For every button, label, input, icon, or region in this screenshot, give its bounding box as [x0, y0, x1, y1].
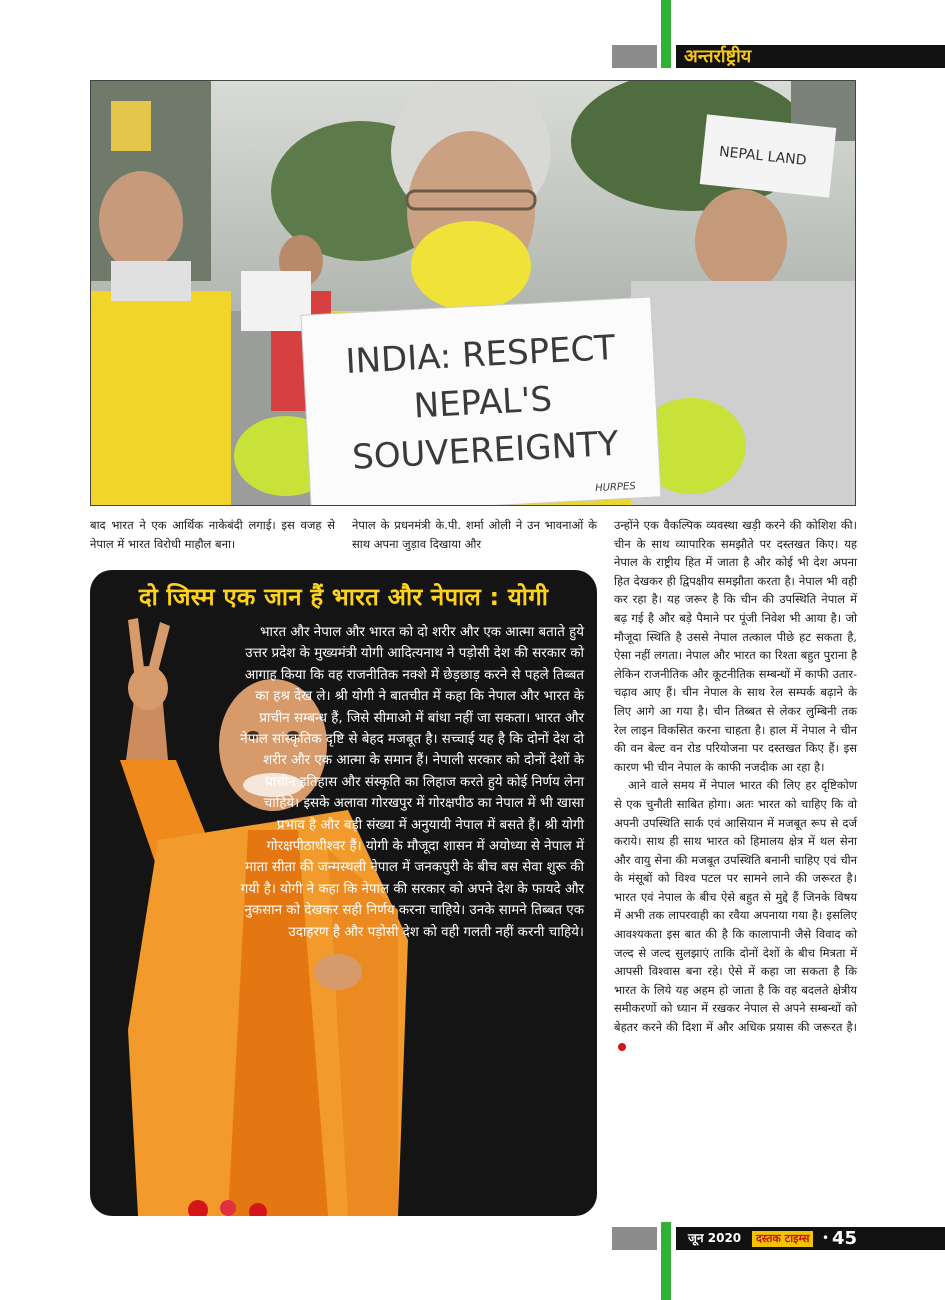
box-headline: दो जिस्म एक जान हैं भारत और नेपाल : योगी: [138, 583, 549, 611]
footer-gray-block: [612, 1227, 657, 1250]
right-paragraph-2-text: आने वाले समय में नेपाल भारत की लिए हर दृष्टिकोण से एक चुनौती साबित होगा। अतः भारत को चाहिए कि वो अपनी उपस्थिति सार्क एवं आसियान में मजबूत रूप से दर्ज कराये। साथ ही साथ भारत को हिमालय क्षेत्र में थल सेना और वायु सेना की मजबूत उपस्थिति बनानी चाहिए एवं चीन के मंसूबों को विश्व पटल पर सामने लाने की जरूरत है। भारत एवं नेपाल के बीच ऐसे बहुत से मुद्दे हैं जिनके विषय में अभी तक लापरवाही का रवैया अपनाया गया है। इसलिए आवश्यकता इस बात की है कि कालापानी जैसे विवाद को जल्द से जल्द सुलझाएं ताकि दोनों देशों के बीच मित्रता में आपसी विश्वास बना रहे। ऐसे में कहा जा सकता है कि भारत के लिये यह अहम हो जाता है कि वह बदलते क्षेत्रीय समीकरणों को ध्यान में रखकर नेपाल से अपने सम्बन्धों को बेहतर करने की दिशा में और अधिक प्रयास की जरूरत है।: [614, 778, 857, 1035]
issue-date: जून 2020: [688, 1231, 742, 1245]
section-title: अन्तर्राष्ट्रीय: [684, 46, 752, 67]
protest-photo-illustration: [91, 81, 856, 506]
article-column-middle: नेपाल के प्रधनमंत्री के.पी. शर्मा ओली ने उन भावनाओं के साथ अपना जुड़ाव दिखाया और: [352, 518, 597, 551]
accent-bar-bottom: [661, 1222, 671, 1300]
header-gray-block: [612, 45, 657, 68]
magazine-logo: दस्तक टाइम्स: [752, 1231, 813, 1247]
sign-line-1: INDIA: RESPECT: [344, 327, 617, 382]
sign-line-3: SOUVEREIGNTY: [351, 423, 620, 478]
right-paragraph-2: [614, 776, 857, 1055]
sign-line-2: NEPAL'S: [412, 379, 553, 427]
yogi-quote-box: [90, 570, 597, 1216]
back-sign-text: NEPAL LAND: [718, 143, 808, 169]
article-column-right: [614, 516, 857, 1055]
sign-corner-text: HURPES: [594, 481, 636, 495]
accent-bar-top: [661, 0, 671, 68]
end-bullet-icon: [618, 1043, 626, 1051]
box-body-text: भारत और नेपाल और भारत को दो शरीर और एक आत्मा बताते हुये उत्तर प्रदेश के मुख्यमंत्री योगी आदित्यनाथ ने पड़ोसी देश की सरकार को आगाह किया कि वह राजनीतिक नक्शे में छेड़छाड़ करने से पहले तिब्बत का हश्र देख ले। श्री योगी ने बातचीत में कहा कि नेपाल और भारत के प्राचीन सम्बन्ध हैं, जिसे सीमाओ में बांधा नहीं जा सकता। भारत और नेपाल सांस्कृतिक दृष्टि से बेहद मजबूत है। सच्चाई यह है कि दोनों देश दो शरीर और एक आत्मा के समान हैं। नेपाली सरकार को दोनों देशों के प्राचीन इतिहास और संस्कृति का लिहाज करते हुये कोई निर्णय लेना चाहिये। इसके अलावा गोरखपुर में गोरक्षपीठ का नेपाल में भी खासा प्रभाव है और बड़ी संख्या में अनुयायी नेपाल में बसते हैं। श्री योगी गोरक्षपीठाधीश्वर हैं। योगी के मौजूदा शासन में अयोध्या से नेपाल में माता सीता की जन्मस्थली नेपाल में जनकपुरी के बीच बस सेवा शुरू की गयी है। योगी ने कहा कि नेपाल की सरकार को अपने देश के फायदे और नुकसान को देखकर सही निर्णय करना चाहिये। उनके सामने तिब्बत एक उदाहरण है और पड़ोसी देश को वही गलती नहीं करनी चाहिये।: [240, 625, 584, 940]
protest-photo: [90, 80, 856, 506]
footer-separator: •: [822, 1231, 830, 1245]
article-column-left: बाद भारत ने एक आर्थिक नाकेबंदी लगाई। इस वजह से नेपाल में भारत विरोधी माहौल बना।: [90, 518, 335, 551]
right-paragraph-1: उन्होंने एक वैकल्पिक व्यवस्था खड़ी करने की कोशिश की। चीन के साथ व्यापारिक समझौते पर दस्तखत किए। यह नेपाल के राष्ट्रीय हित में जाता है और कोई भी देश अपना हित देखकर ही द्विपक्षीय समझौता करता है। नेपाल भी वही कर रहा है। यह जरूर है कि चीन की उपस्थिति नेपाल में बढ़ गई है और बड़े पैमाने पर पूंजी निवेश भी आया है। जो मौजूदा स्थिति है उससे नेपाल तत्काल पीछे हट सकता है, ऐसा नहीं लगता। नेपाल और भारत का रिश्ता बहुत पुराना है लेकिन राजनीतिक और कूटनीतिक सम्बन्धों में काफी उतार-चढ़ाव आए हैं। चीन नेपाल के साथ रेल सम्पर्क बढ़ाने के लिए आगे आ गया है। चीन तिब्बत से लेकर लुम्बिनी तक रेल लाइन विकसित करना चाहता है। हाल में नेपाल ने चीन की वन बेल्ट वन रोड परियोजना पर दस्तखत किए हैं। इस कारण भी चीन नेपाल के काफी नजदीक आ रहा है।: [614, 518, 857, 774]
page-number: 45: [832, 1228, 858, 1249]
